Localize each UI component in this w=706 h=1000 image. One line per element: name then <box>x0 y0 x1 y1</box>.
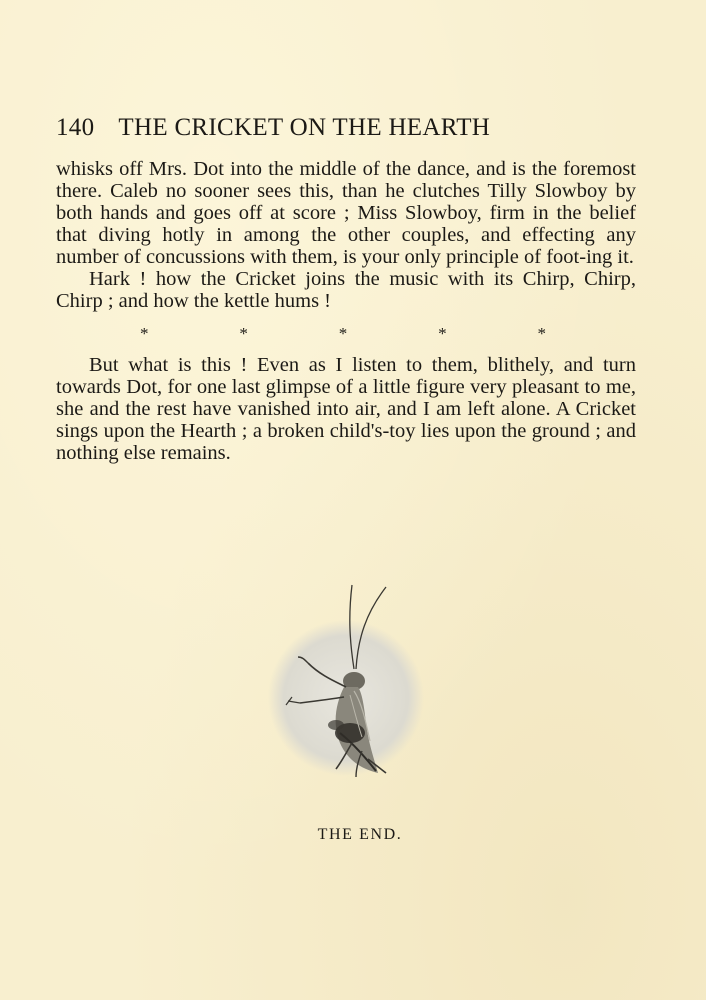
paragraph-3: But what is this ! Even as I listen to them, blithely, and turn towards Dot, for one last glimpse of a little figure very pleasant to me, she and the rest have vanished into air, and I am left alone. A Cricket sings upon the Hearth ; a broken child's-toy lies upon the ground ; and nothing else remains. <box>56 354 636 464</box>
running-title: THE CRICKET ON THE HEARTH <box>118 114 491 141</box>
running-head <box>56 114 636 146</box>
paragraph-1: whisks off Mrs. Dot into the middle of the dance, and is the foremost there. Caleb no sooner sees this, than he clutches Tilly Slowboy by both hands and goes off at score ; Miss Slowboy, firm in the belief that diving hotly in among the other couples, and effecting any number of concussions with them, is your only principle of foot-ing it. <box>56 158 636 268</box>
asterisk: * <box>140 324 149 343</box>
section-break <box>56 323 636 345</box>
page-number: 140 <box>56 114 95 141</box>
asterisk: * <box>537 324 546 343</box>
end-text-label: THE END. <box>317 826 403 843</box>
asterisk: * <box>239 324 248 343</box>
asterisk: * <box>338 324 348 343</box>
asterisk: * <box>438 324 447 343</box>
paragraph-2: Hark ! how the Cricket joins the music with its Chirp, Chirp, Chirp ; and how the kettle hums ! <box>56 268 636 312</box>
cricket-vignette-icon <box>266 583 428 783</box>
body-text <box>56 158 636 464</box>
end-text <box>0 826 706 844</box>
